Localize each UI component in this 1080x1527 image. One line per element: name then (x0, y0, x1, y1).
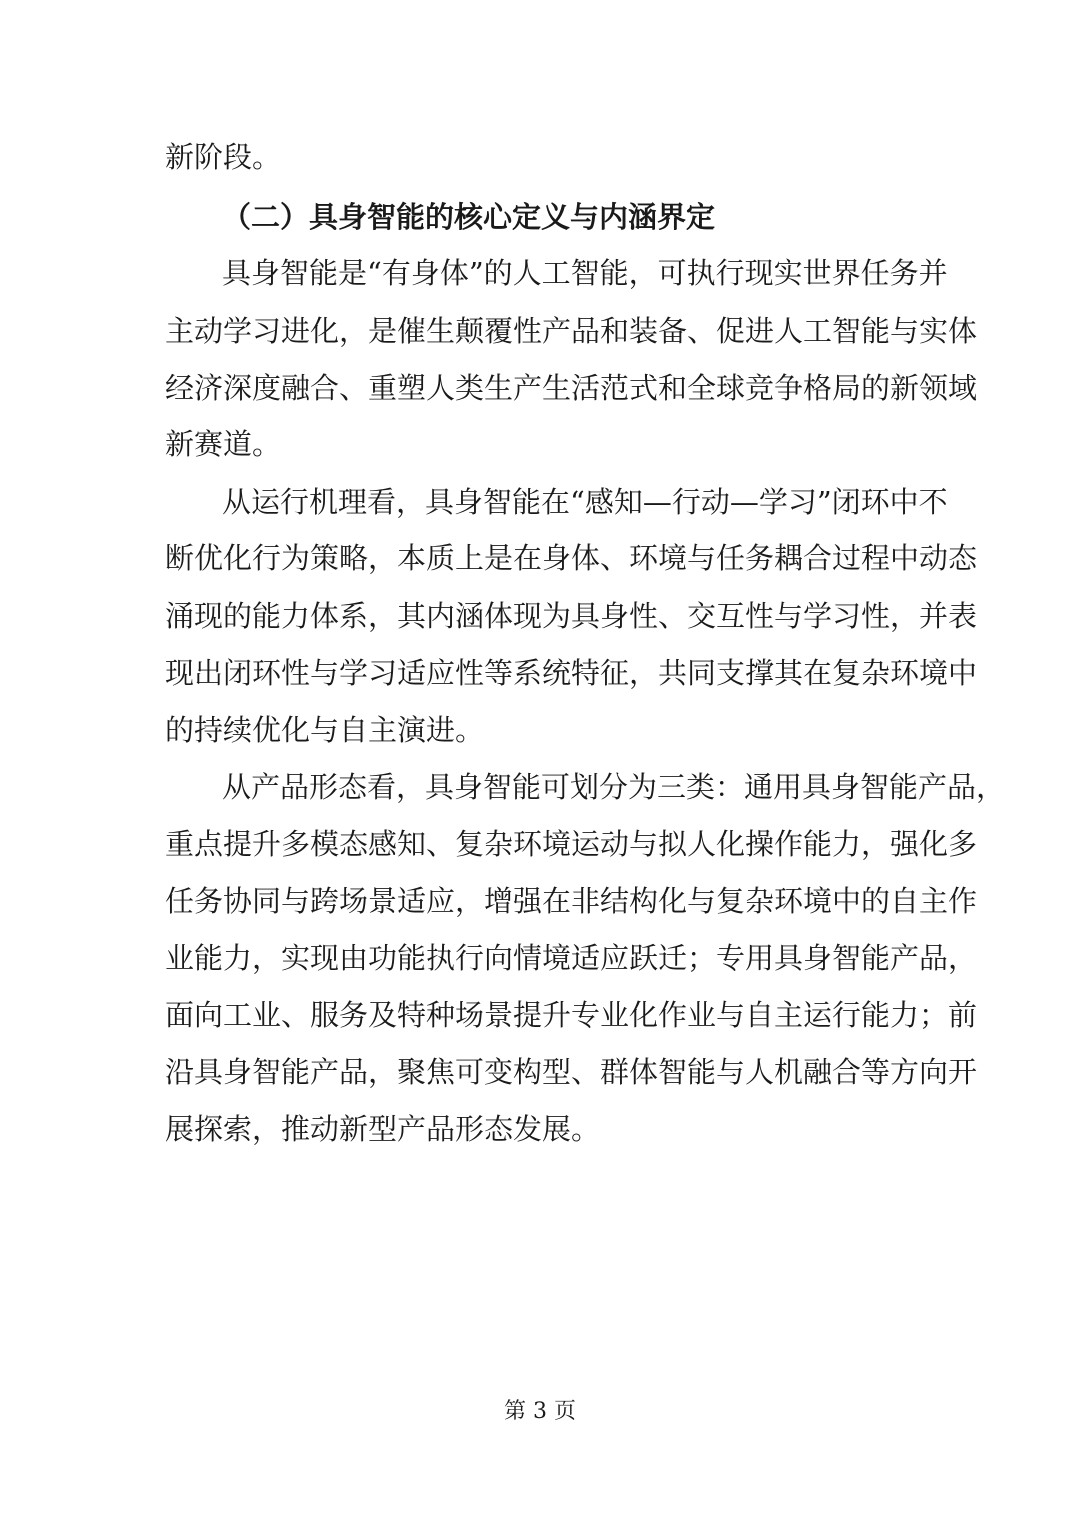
text-line: 的持续优化与自主演进。 (165, 713, 485, 747)
text-line: 新赛道。 (165, 427, 282, 461)
text-line: 现出闭环性与学习适应性等系统特征，共同支撑其在复杂环境中 (165, 656, 978, 690)
text-line: 沿具身智能产品，聚焦可变构型、群体智能与人机融合等方向开 (165, 1055, 978, 1089)
text-line: 断优化行为策略，本质上是在身体、环境与任务耦合过程中动态 (165, 541, 978, 575)
text-line: 从运行机理看，具身智能在“感知—行动—学习”闭环中不 (222, 485, 948, 519)
text-line: 涌现的能力体系，其内涵体现为具身性、交互性与学习性，并表 (165, 599, 978, 633)
section-heading: （二）具身智能的核心定义与内涵界定 (222, 200, 716, 234)
text-line: 主动学习进化，是催生颠覆性产品和装备、促进人工智能与实体 (165, 314, 978, 348)
text-line: 从产品形态看，具身智能可划分为三类：通用具身智能产品， (222, 770, 1006, 804)
text-line: 经济深度融合、重塑人类生产生活范式和全球竞争格局的新领域 (165, 371, 978, 405)
text-line: 展探索，推动新型产品形态发展。 (165, 1112, 601, 1146)
text-line: 面向工业、服务及特种场景提升专业化作业与自主运行能力；前 (165, 998, 978, 1032)
text-line: 任务协同与跨场景适应，增强在非结构化与复杂环境中的自主作 (165, 884, 978, 918)
text-line: 重点提升多模态感知、复杂环境运动与拟人化操作能力，强化多 (165, 827, 978, 861)
page-number: 第 3 页 (504, 1399, 576, 1424)
text-line: 新阶段。 (165, 140, 282, 174)
text-line: 业能力，实现由功能执行向情境适应跃迁；专用具身智能产品， (165, 941, 978, 975)
text-line: 具身智能是“有身体”的人工智能，可执行现实世界任务并 (222, 256, 948, 290)
